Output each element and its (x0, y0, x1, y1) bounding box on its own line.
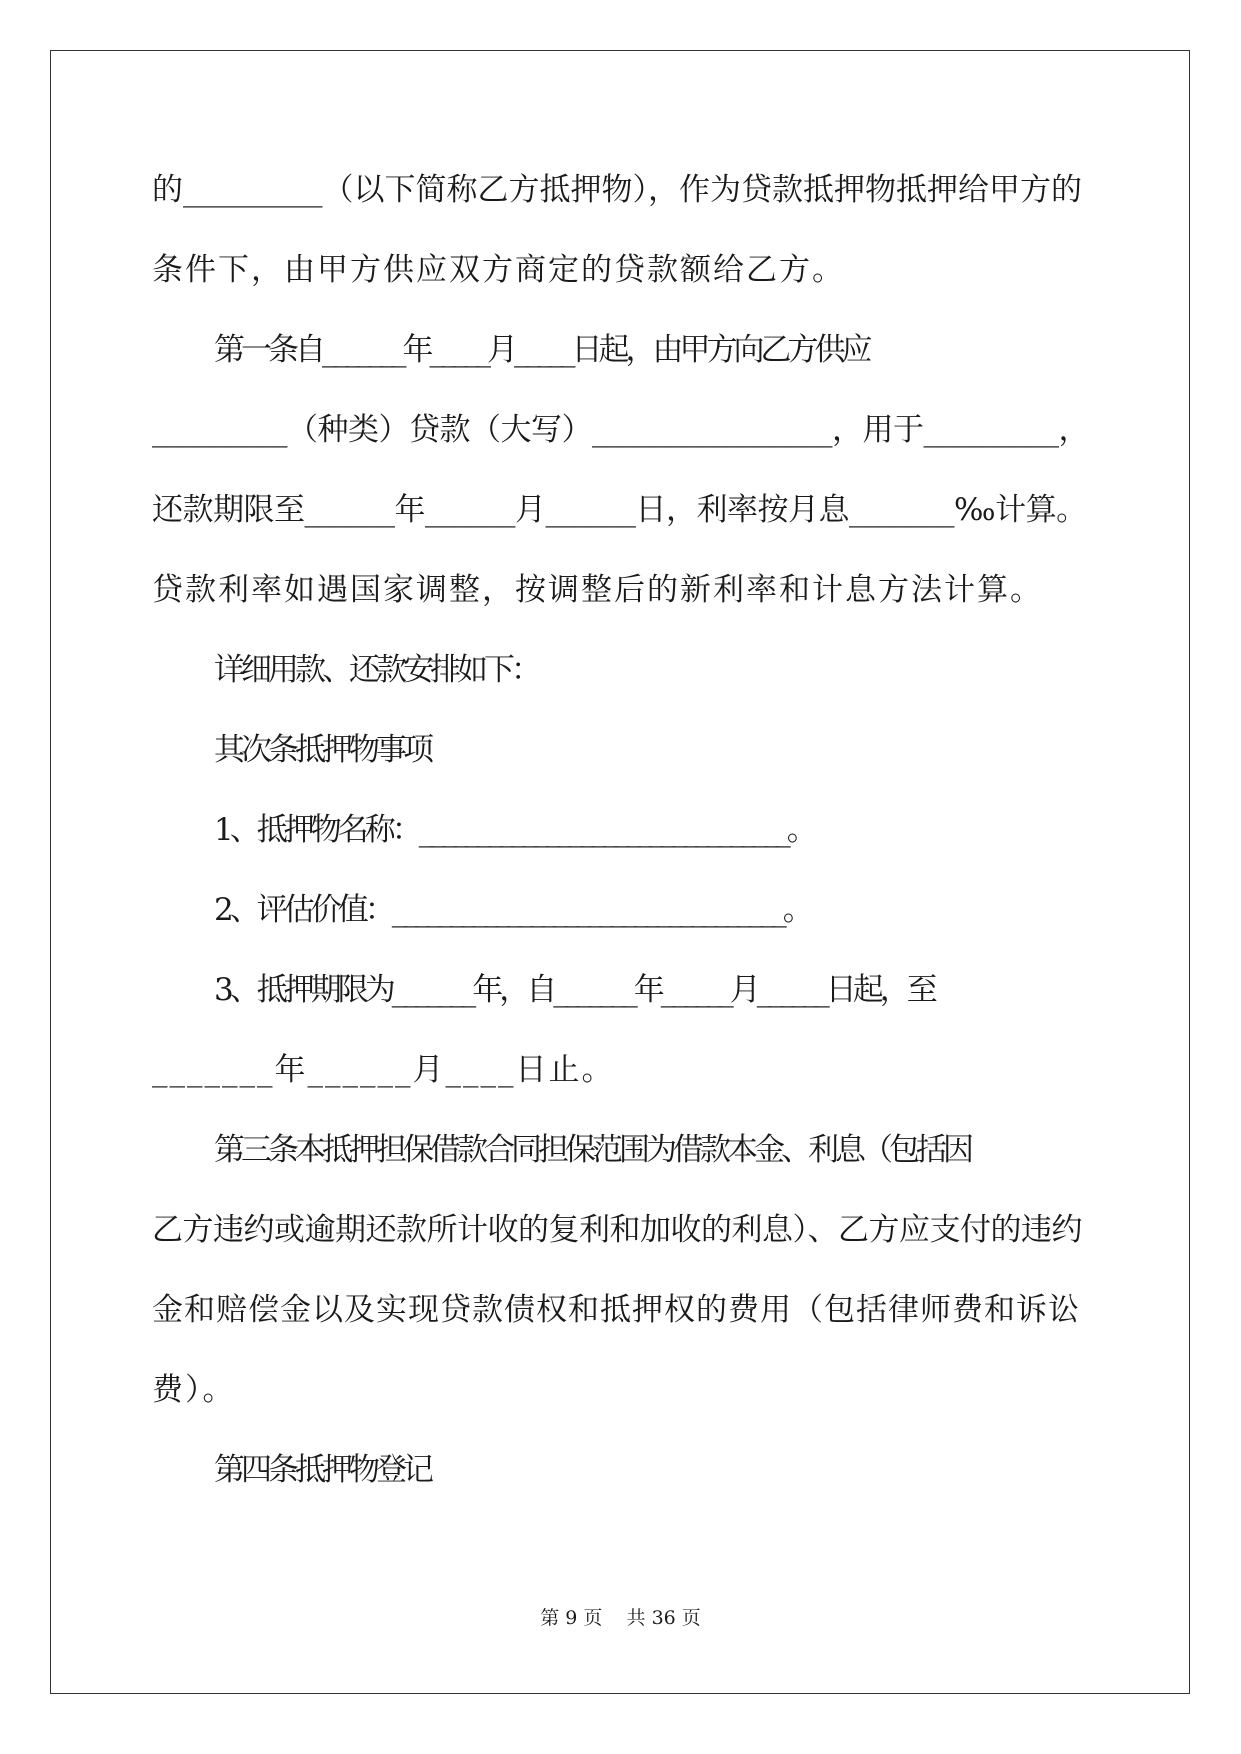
paragraph-line: 的_________（以下简称乙方抵押物），作为贷款抵押物抵押给甲方的 (152, 172, 1082, 208)
paragraph-line: 贷款利率如遇国家调整，按调整后的新利率和计息方法计算。 (152, 572, 1043, 608)
article-3-line: 第三条本抵押担保借款合同担保范围为借款本金、利息（包括因 (214, 1132, 970, 1168)
paragraph-line: _______年______月____日止。 (152, 1052, 615, 1088)
paragraph-line: 费）。 (152, 1372, 236, 1408)
paragraph-line: 还款期限至______年______月______日，利率按月息_______‰计算。 (152, 492, 1087, 528)
paragraph-line: 详细用款、还款安排如下： (214, 652, 538, 688)
paragraph-line: 乙方违约或逾期还款所计收的复利和加收的利息）、乙方应支付的违约 (152, 1212, 1082, 1248)
appraised-value-line: 2、评估价值：__________________________________。 (214, 892, 810, 928)
collateral-name-line: 1、抵押物名称：________________________________。 (214, 812, 814, 848)
paragraph-line: 金和赔偿金以及实现贷款债权和抵押权的费用（包括律师费和诉讼 (152, 1292, 1080, 1328)
mortgage-term-line: 3、抵押期限为_______年，自_______年______月______日起，至 (214, 972, 934, 1008)
paragraph-line: 条件下，由甲方供应双方商定的贷款额给乙方。 (152, 252, 845, 288)
article-4-heading: 第四条抵押物登记 (214, 1452, 430, 1488)
article-2-heading: 其次条抵押物事项 (214, 732, 430, 768)
page-border (50, 50, 1190, 1694)
page-number-footer: 第 9 页 共 36 页 (540, 1607, 701, 1629)
article-1-heading-line: 第一条自_______年_____月_____日起，由甲方向乙方供应 (214, 332, 869, 368)
paragraph-line: _________（种类）贷款（大写）________________，用于_________， (152, 412, 1089, 448)
